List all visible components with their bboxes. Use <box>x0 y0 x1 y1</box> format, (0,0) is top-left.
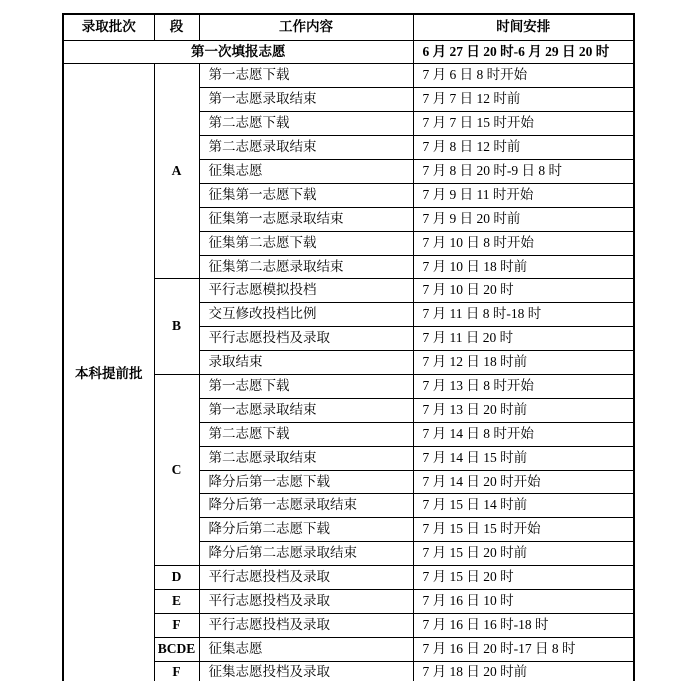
task-cell: 第二志愿下载 <box>199 112 413 136</box>
time-cell: 7 月 8 日 12 时前 <box>413 136 634 160</box>
time-cell: 7 月 7 日 15 时开始 <box>413 112 634 136</box>
header-row <box>63 14 634 40</box>
time-cell: 7 月 15 日 14 时前 <box>413 494 634 518</box>
task-cell: 平行志愿投档及录取 <box>199 566 413 590</box>
time-cell: 7 月 11 日 20 时 <box>413 327 634 351</box>
task-cell: 征集志愿 <box>199 159 413 183</box>
task-cell: 征集志愿 <box>199 637 413 661</box>
time-cell: 7 月 14 日 15 时前 <box>413 446 634 470</box>
segment-cell-C: C <box>154 374 199 565</box>
segment-cell-E: E <box>154 589 199 613</box>
header-segment: 段 <box>154 14 199 40</box>
time-cell: 7 月 14 日 8 时开始 <box>413 422 634 446</box>
task-cell: 征集第二志愿下载 <box>199 231 413 255</box>
time-cell: 7 月 11 日 8 时-18 时 <box>413 303 634 327</box>
segment-cell-A: A <box>154 64 199 279</box>
task-cell: 平行志愿投档及录取 <box>199 589 413 613</box>
first-filing-time: 6 月 27 日 20 时-6 月 29 日 20 时 <box>413 40 634 64</box>
task-cell: 降分后第二志愿录取结束 <box>199 542 413 566</box>
time-cell: 7 月 16 日 16 时-18 时 <box>413 613 634 637</box>
time-cell: 7 月 8 日 20 时-9 日 8 时 <box>413 159 634 183</box>
time-cell: 7 月 10 日 20 时 <box>413 279 634 303</box>
time-cell: 7 月 18 日 20 时前 <box>413 661 634 681</box>
time-cell: 7 月 15 日 15 时开始 <box>413 518 634 542</box>
task-cell: 降分后第二志愿下载 <box>199 518 413 542</box>
segment-cell-D: D <box>154 566 199 590</box>
time-cell: 7 月 12 日 18 时前 <box>413 351 634 375</box>
header-batch: 录取批次 <box>63 14 154 40</box>
time-cell: 7 月 15 日 20 时 <box>413 566 634 590</box>
admission-schedule-table <box>62 13 635 681</box>
task-cell: 征集第一志愿录取结束 <box>199 207 413 231</box>
task-cell: 第一志愿录取结束 <box>199 398 413 422</box>
table-row <box>63 64 634 88</box>
task-cell: 第二志愿下载 <box>199 422 413 446</box>
header-time: 时间安排 <box>413 14 634 40</box>
segment-cell-F: F <box>154 661 199 681</box>
first-filing-row <box>63 40 634 64</box>
task-cell: 第二志愿录取结束 <box>199 446 413 470</box>
time-cell: 7 月 10 日 8 时开始 <box>413 231 634 255</box>
time-cell: 7 月 10 日 18 时前 <box>413 255 634 279</box>
task-cell: 降分后第一志愿录取结束 <box>199 494 413 518</box>
task-cell: 平行志愿模拟投档 <box>199 279 413 303</box>
task-cell: 平行志愿投档及录取 <box>199 613 413 637</box>
header-task: 工作内容 <box>199 14 413 40</box>
task-cell: 征集第一志愿下载 <box>199 183 413 207</box>
task-cell: 降分后第一志愿下载 <box>199 470 413 494</box>
task-cell: 第一志愿录取结束 <box>199 88 413 112</box>
segment-cell-BCDE: BCDE <box>154 637 199 661</box>
task-cell: 平行志愿投档及录取 <box>199 327 413 351</box>
time-cell: 7 月 9 日 11 时开始 <box>413 183 634 207</box>
time-cell: 7 月 9 日 20 时前 <box>413 207 634 231</box>
time-cell: 7 月 7 日 12 时前 <box>413 88 634 112</box>
time-cell: 7 月 16 日 10 时 <box>413 589 634 613</box>
time-cell: 7 月 15 日 20 时前 <box>413 542 634 566</box>
task-cell: 第一志愿下载 <box>199 64 413 88</box>
task-cell: 第一志愿下载 <box>199 374 413 398</box>
time-cell: 7 月 13 日 8 时开始 <box>413 374 634 398</box>
batch-cell: 本科提前批 <box>63 64 154 681</box>
time-cell: 7 月 6 日 8 时开始 <box>413 64 634 88</box>
time-cell: 7 月 16 日 20 时-17 日 8 时 <box>413 637 634 661</box>
first-filing-label: 第一次填报志愿 <box>63 40 413 64</box>
time-cell: 7 月 14 日 20 时开始 <box>413 470 634 494</box>
task-cell: 录取结束 <box>199 351 413 375</box>
segment-cell-B: B <box>154 279 199 375</box>
task-cell: 交互修改投档比例 <box>199 303 413 327</box>
task-cell: 第二志愿录取结束 <box>199 136 413 160</box>
segment-cell-F: F <box>154 613 199 637</box>
time-cell: 7 月 13 日 20 时前 <box>413 398 634 422</box>
task-cell: 征集第二志愿录取结束 <box>199 255 413 279</box>
task-cell: 征集志愿投档及录取 <box>199 661 413 681</box>
